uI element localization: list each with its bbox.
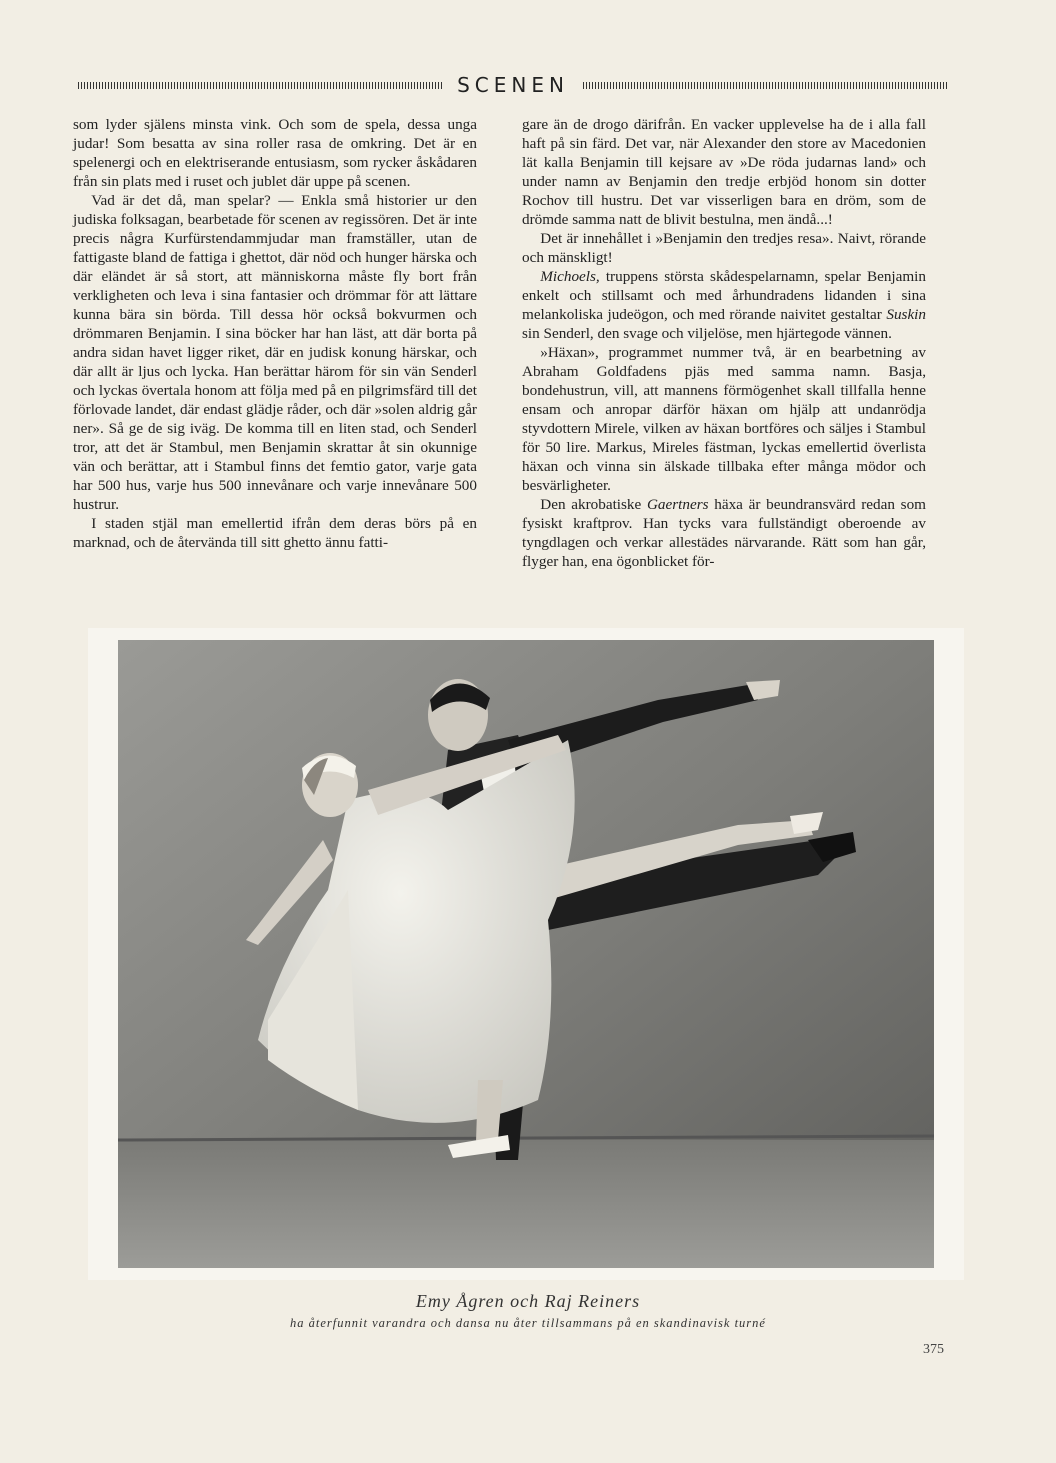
page-number: 375 xyxy=(923,1342,944,1357)
header-rule-left xyxy=(78,82,443,89)
paragraph: som lyder själens minsta vink. Och som de spela, dessa unga judar! Som besatta av sina roller rasa de omkring. Det är en spelenergi och en elektriserande entusiasm, som rycker åskådaren från sin plats med i ruset och jublet där uppe på scenen. xyxy=(73,116,477,190)
right-column xyxy=(522,115,926,571)
header-rule-right xyxy=(583,82,948,89)
paragraph: I staden stjäl man emellertid ifrån dem deras börs på en marknad, och de återvända till sitt ghetto ännu fatti- xyxy=(73,515,477,551)
left-column xyxy=(73,115,477,552)
dancers-photo-image xyxy=(118,640,934,1268)
text-run: sin Senderl, den svage och viljelöse, men hjärtegode vännen. xyxy=(522,325,892,342)
paragraph xyxy=(522,495,926,571)
photo-caption-text: ha återfunnit varandra och dansa nu åter tillsammans på en skandinavisk turné xyxy=(290,1316,766,1330)
page-header xyxy=(78,70,948,100)
actor-name: Suskin xyxy=(886,306,926,323)
text-run: Den akrobatiske xyxy=(540,496,647,513)
paragraph: gare än de drogo därifrån. En vacker upplevelse ha de i alla fall haft på sin färd. Det var, när Alexander den store av Macedonien lät kalla Benjamin till kejsare av »De röda judarnas land» och under namn av Benjamin den tredje erbjöd honom sin dotter Rochov till hustru. Det var visserligen bara en dröm, som de drömde samma natt de blivit bestulna, men ändå...! xyxy=(522,116,926,228)
paragraph: Det är innehållet i »Benjamin den tredjes resa». Naivt, rörande och mänskligt! xyxy=(522,230,926,266)
text-run: truppens största skådespelarnamn, spelar Benjamin enkelt och stillsamt och med århundradens lidanden i sina melankoliska judeögon, och med rörande naivitet gestaltar xyxy=(522,268,926,323)
paragraph xyxy=(522,267,926,343)
paragraph: Vad är det då, man spelar? — Enkla små historier ur den judiska folksagan, bearbetade för scenen av regissören. Det är inte precis några Kurfürstendammjudar man framställer, utan de fattigaste bland de fattiga i ghettot, där nöd och hunger härska och där eländet är så stort, att människorna måste fly bort från verkligheten och leva i sina fantasier och drömmar för att lättare kunna bära sin börda. Till dessa hör också bokvurmen och drömmaren Benjamin. I sina böcker har han läst, att där borta på andra sidan havet ligger riket, där en judisk konung härskar, och där allt är ljus och lycka. Han berättar härom för sin vän Senderl och lyckas övertala honom att följa med på en pilgrimsfärd till det förlovade landet, där endast glädje råder, och där »solen aldrig går ner». Så ge de sig iväg. De komma till en liten stad, och Senderl tror, att det är Stambul, men Benjamin skrattar åt sin okunnige vän och berättar, att i Stambul finns det femtio gator, varje gata har 500 hus, varje hus 500 innevånare och varje innevånare 500 hustrur. xyxy=(73,192,477,513)
section-title: SCENEN xyxy=(457,73,569,97)
dancers-photo xyxy=(88,628,964,1280)
paragraph: »Häxan», programmet nummer två, är en bearbetning av Abraham Goldfadens pjäs med samma namn. Basja, bondehustrun, vill, att mannens förmögenhet skall tillfalla henne ensam och anropar därför häxan om hjälp att undanrödja styvdottern Mirele, vilken av häxan bortföres och säljes i Stambul för 50 lire. Markus, Mireles fästman, lyckas emellertid överlista häxan och vinna sin älskade tillbaka efter många mödor och besvärligheter. xyxy=(522,344,926,494)
actor-name: Michoels, xyxy=(540,268,600,285)
text-run: häxa är beundransvärd redan som fysiskt kraftprov. Han tycks vara fullständigt oberoende av tyngdlagen och verkar allestädes närvarande. Rätt som han går, flyger han, ena ögonblicket för- xyxy=(522,496,926,570)
actor-name: Gaertners xyxy=(646,496,709,513)
photo-caption-title: Emy Ågren och Raj Reiners xyxy=(415,1291,641,1311)
